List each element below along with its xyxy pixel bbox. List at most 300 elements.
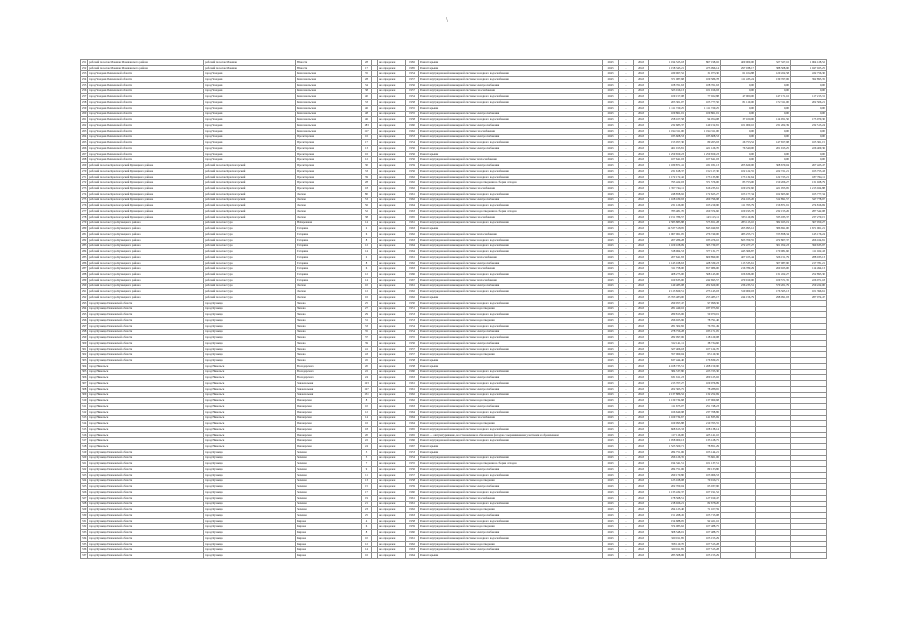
cell-year-end: 2043 xyxy=(634,272,649,278)
cell-dash: - xyxy=(619,151,634,157)
cell-total-cost: 320 011,85 xyxy=(649,547,686,553)
cell-settlement: город Чаадаев xyxy=(204,134,296,140)
cell-settlement: город Кузнецк xyxy=(204,358,296,364)
cell-cost-local: 222 721,21 xyxy=(756,168,791,174)
cell-year-start: 2043 xyxy=(603,157,619,163)
cell-cost-fund: 77 022,88 xyxy=(686,94,721,100)
cell-year-end: 2043 xyxy=(634,283,649,289)
cell-total-cost: 631 611,23 xyxy=(649,375,686,381)
cell-cost-subsidy: 470 910,00 xyxy=(721,277,756,283)
cell-municipality: город Никольск xyxy=(88,392,204,398)
cell-settlement: город Кузнецк xyxy=(204,455,296,461)
cell-house-number: 37 xyxy=(362,335,372,341)
cell-municipality: город Кузнецк Пензенской области xyxy=(88,472,204,478)
cell-year-end: 2043 xyxy=(634,501,649,507)
cell-house-number: 12 xyxy=(362,289,372,295)
cell-municipality: город Чаадаев Пензенской области xyxy=(88,105,204,111)
cell-work-type: Ремонт крыши xyxy=(419,60,603,66)
cell-dash: - xyxy=(619,105,634,111)
cell-total-cost: 207 286,28 xyxy=(649,237,686,243)
cell-row-number: 283 xyxy=(82,243,87,248)
cell-settlement: город Никольск xyxy=(204,363,296,369)
cell-year-built: 1962 xyxy=(406,180,419,186)
cell-street: Комсомольская xyxy=(296,100,362,106)
cell-dash: - xyxy=(619,329,634,335)
cell-dash: - xyxy=(619,427,634,433)
cell-year-end: 2043 xyxy=(634,472,649,478)
cell-dash: - xyxy=(619,283,634,289)
cell-year-end: 2043 xyxy=(634,180,649,186)
cell-house-number: 33 xyxy=(362,100,372,106)
cell-year-built: 1957 xyxy=(406,77,419,83)
cell-municipality: рабочий поселок Красногорский Кузнецкого района xyxy=(88,214,204,220)
cell-dash: - xyxy=(619,277,634,283)
cell-cost-owners: 288 933,13 xyxy=(791,254,827,260)
cell-series: не определен xyxy=(378,455,406,461)
cell-settlement: город Чаадаев xyxy=(204,111,296,117)
cell-year-end: 2043 xyxy=(634,427,649,433)
cell-row-number: 268 xyxy=(82,157,87,162)
cell-settlement: рабочий поселок Красногорский xyxy=(204,168,296,174)
cell-settlement: рабочий поселок Сура xyxy=(204,260,296,266)
cell-street: Лесная xyxy=(296,191,362,197)
cell-cost-owners: 165 361,15 xyxy=(791,140,827,146)
cell-total-cost: 169 093,88 xyxy=(649,421,686,427)
cell-row-number: 263 xyxy=(82,128,87,133)
cell-cost-fund: 140 152,81 xyxy=(686,123,721,129)
cell-series: не определен xyxy=(378,392,406,398)
cell-year-built: 1956 xyxy=(406,467,419,473)
cell-cost-owners: 347 778,97 xyxy=(791,197,827,203)
cell-house-number: 28 xyxy=(362,60,372,66)
cell-series: не определен xyxy=(378,117,406,123)
cell-cost-subsidy: 0,00 xyxy=(721,105,756,111)
cell-cost-owners: 232 513,24 xyxy=(791,123,827,129)
cell-year-start: 2043 xyxy=(603,369,619,375)
cell-year-end: 2043 xyxy=(634,461,649,467)
cell-cost-fund: 276 740,00 xyxy=(686,232,721,238)
cell-series: не определен xyxy=(378,530,406,536)
cell-street: Комсомольская xyxy=(296,94,362,100)
cell-settlement: город Чаадаев xyxy=(204,117,296,123)
cell-municipality: город Кузнецк Пензенской области xyxy=(88,495,204,501)
cell-dash: - xyxy=(619,180,634,186)
cell-row-number: 273 xyxy=(82,185,87,190)
cell-dash: - xyxy=(619,553,634,559)
cell-series: не определен xyxy=(378,283,406,289)
cell-work-type: Ремонт внутридомовой инженерной системы электроснабжения xyxy=(419,146,603,152)
cell-dash: - xyxy=(619,272,634,278)
cell-work-type: Ремонт внутридомовой инженерной системы электроснабжения xyxy=(419,197,603,203)
cell-year-end: 2043 xyxy=(634,363,649,369)
cell-year-built: 1958 xyxy=(406,363,419,369)
cell-year-built: 1950 xyxy=(406,300,419,306)
cell-year-built: 1954 xyxy=(406,94,419,100)
cell-cost-fund: 137 060,68 xyxy=(686,398,721,404)
cell-series: не определен xyxy=(378,226,406,232)
cell-year-end: 2043 xyxy=(634,140,649,146)
cell-cost-owners: 114 494,13 xyxy=(791,266,827,272)
cell-total-cost: 1 180 871,41 xyxy=(649,163,686,169)
cell-year-end: 2043 xyxy=(634,306,649,312)
cell-house-number: 12 xyxy=(362,272,372,278)
cell-settlement: рабочий поселок Красногорский xyxy=(204,209,296,215)
cell-series: не определен xyxy=(378,289,406,295)
cell-total-cost: 153 057,30 xyxy=(649,140,686,146)
cell-municipality: город Никольск xyxy=(88,404,204,410)
cell-municipality: рабочий поселок Сура Кузнецкого района xyxy=(88,249,204,255)
cell-year-start: 2043 xyxy=(603,306,619,312)
cell-cost-owners: 0,00 xyxy=(791,151,827,157)
cell-year-built: 1956 xyxy=(406,146,419,152)
cell-year-built: 1955 xyxy=(406,111,419,117)
cell-municipality: город Чаадаев Пензенской области xyxy=(88,71,204,77)
cell-total-cost: 283 508,06 xyxy=(649,553,686,559)
cell-house-number: 25 xyxy=(362,300,372,306)
cell-series: не определен xyxy=(378,478,406,484)
cell-house-number: 6 xyxy=(362,266,372,272)
cell-settlement: город Кузнецк xyxy=(204,490,296,496)
cell-municipality: город Кузнецк Пензенской области xyxy=(88,300,204,306)
cell-series: не определен xyxy=(378,323,406,329)
cell-year-built: 1963 xyxy=(406,209,419,215)
cell-dash: - xyxy=(619,220,634,226)
cell-settlement: рабочий поселок Сура xyxy=(204,266,296,272)
cell-total-cost: 281 449,16 xyxy=(649,306,686,312)
cell-year-end: 2043 xyxy=(634,134,649,140)
cell-municipality: город Кузнецк Пензенской области xyxy=(88,346,204,352)
cell-year-start: 2043 xyxy=(603,254,619,260)
cell-row-number: 275 xyxy=(82,197,87,202)
cell-total-cost: 1 172 172,42 xyxy=(649,174,686,180)
cell-dash: - xyxy=(619,191,634,197)
cell-total-cost: 1 058 000,13 xyxy=(649,438,686,444)
cell-series: не определен xyxy=(378,427,406,433)
cell-total-cost: 296 025,96 xyxy=(649,318,686,324)
cell-cost-owners: 1 064 128,52 xyxy=(791,60,827,66)
cell-street: Чехова xyxy=(296,300,362,306)
cell-row-number: 328 xyxy=(82,501,87,506)
cell-year-end: 2043 xyxy=(634,254,649,260)
cell-row-number: 327 xyxy=(82,495,87,500)
cell-cost-fund: 107 641,03 xyxy=(686,157,721,163)
cell-series: не определен xyxy=(378,140,406,146)
cell-dash: - xyxy=(619,392,634,398)
cell-total-cost: 327 406,18 xyxy=(649,346,686,352)
cell-work-type: Ремонт крыши xyxy=(419,105,603,111)
cell-municipality: город Чаадаев Пензенской области xyxy=(88,88,204,94)
cell-year-start: 2043 xyxy=(603,289,619,295)
cell-settlement: город Чаадаев xyxy=(204,105,296,111)
cell-cost-local: 298 991,03 xyxy=(756,295,791,301)
cell-total-cost: 1 168 180,93 xyxy=(649,197,686,203)
cell-year-start: 2043 xyxy=(603,100,619,106)
cell-settlement: город Никольск xyxy=(204,404,296,410)
cell-year-start: 2043 xyxy=(603,283,619,289)
cell-work-type: Ремонт внутридомовой инженерной системы холодного водоснабжения xyxy=(419,335,603,341)
cell-total-cost: 282 097,06 xyxy=(649,335,686,341)
cell-cost-local: 368 670,04 xyxy=(756,163,791,169)
cell-cost-local: 122 723,21 xyxy=(756,174,791,180)
cell-cost-owners: 252 893,30 xyxy=(791,272,827,278)
cell-cost-fund: 237 768,86 xyxy=(686,409,721,415)
cell-municipality: город Кузнецк Пензенской области xyxy=(88,318,204,324)
cell-municipality: город Никольск xyxy=(88,438,204,444)
cell-year-built: 1961 xyxy=(406,254,419,260)
cell-settlement: рабочий поселок Сура xyxy=(204,272,296,278)
cell-year-start: 2043 xyxy=(603,352,619,358)
cell-year-start: 2043 xyxy=(603,490,619,496)
cell-work-type: Ремонт крыши xyxy=(419,65,603,71)
cell-series: не определен xyxy=(378,461,406,467)
cell-row-number: 322 xyxy=(82,466,87,471)
cell-cost-subsidy: 483 253,71 xyxy=(721,232,756,238)
cell-street: Лесная xyxy=(296,203,362,209)
cell-municipality: рабочий поселок Сура Кузнецкого района xyxy=(88,243,204,249)
cell-settlement: город Кузнецк xyxy=(204,547,296,553)
cell-year-built: 1960 xyxy=(406,490,419,496)
cell-house-number: 127 xyxy=(362,386,372,392)
cell-dash: - xyxy=(619,335,634,341)
cell-row-number: 316 xyxy=(82,432,87,437)
cell-row-number: 332 xyxy=(82,524,87,529)
cell-year-built: 1967 xyxy=(406,444,419,450)
cell-year-end: 2043 xyxy=(634,386,649,392)
cell-street: Пролетарская xyxy=(296,186,362,192)
cell-municipality: город Кузнецк Пензенской области xyxy=(88,507,204,513)
cell-house-number: 9 xyxy=(362,467,372,473)
cell-series: не определен xyxy=(378,180,406,186)
cell-series: не определен xyxy=(378,553,406,559)
cell-total-cost: 795 422,03 xyxy=(649,180,686,186)
cell-settlement: рабочий поселок Сура xyxy=(204,254,296,260)
cell-year-built: 1959 xyxy=(406,524,419,530)
cell-municipality: город Чаадаев Пензенской области xyxy=(88,82,204,88)
cell-house-number: 80 xyxy=(362,191,372,197)
cell-row-number: 289 xyxy=(82,277,87,282)
cell-house-number: 5 xyxy=(362,455,372,461)
cell-year-start: 2043 xyxy=(603,415,619,421)
cell-series: не определен xyxy=(378,157,406,163)
cell-house-number: 14 xyxy=(362,415,372,421)
cell-street: Чехова xyxy=(296,318,362,324)
cell-municipality: город Кузнецк Пензенской области xyxy=(88,513,204,519)
cell-year-built: 1958 xyxy=(406,117,419,123)
cell-year-built: 1959 xyxy=(406,484,419,490)
cell-house-number: 123 xyxy=(362,381,372,387)
cell-cost-owners: 259 222,00 xyxy=(791,283,827,289)
cell-year-start: 2043 xyxy=(603,105,619,111)
cell-dash: - xyxy=(619,289,634,295)
cell-year-end: 2043 xyxy=(634,277,649,283)
cell-total-cost: 109 861,01 xyxy=(649,111,686,117)
cell-house-number: 35 xyxy=(362,71,372,77)
cell-series: не определен xyxy=(378,432,406,438)
cell-house-number: 17 xyxy=(362,65,372,71)
cell-work-type: Ремонт внутридомовой инженерной системы холодного водоснабжения xyxy=(419,323,603,329)
cell-dash: - xyxy=(619,111,634,117)
cell-total-cost: 218 926,21 xyxy=(649,501,686,507)
cell-year-end: 2043 xyxy=(634,495,649,501)
cell-cost-subsidy: 216 789,29 xyxy=(721,266,756,272)
cell-settlement: город Кузнецк xyxy=(204,323,296,329)
cell-series: не определен xyxy=(378,507,406,513)
cell-year-end: 2043 xyxy=(634,352,649,358)
cell-settlement: город Никольск xyxy=(204,375,296,381)
cell-year-start: 2043 xyxy=(603,249,619,255)
cell-year-end: 2043 xyxy=(634,128,649,134)
cell-total-cost: 160 635,00 xyxy=(649,277,686,283)
cell-series: не определен xyxy=(378,65,406,71)
cell-row-number: 334 xyxy=(82,535,87,540)
cell-total-cost: 284 751,06 xyxy=(649,467,686,473)
cell-cost-local: 386 691,00 xyxy=(756,226,791,232)
cell-total-cost: 117 116,00 xyxy=(649,432,686,438)
cell-year-end: 2043 xyxy=(634,318,649,324)
cell-municipality: город Кузнецк Пензенской области xyxy=(88,358,204,364)
cell-dash: - xyxy=(619,358,634,364)
cell-house-number: 39 xyxy=(362,174,372,180)
cell-street: Комсомольская xyxy=(296,77,362,83)
cell-cost-subsidy: 236 233,51 xyxy=(721,283,756,289)
cell-cost-fund: 185 608,53 xyxy=(686,134,721,140)
cell-cost-fund: 78 791,40 xyxy=(686,318,721,324)
cell-year-built: 1957 xyxy=(406,346,419,352)
cell-cost-fund: 73 661,06 xyxy=(686,455,721,461)
cell-year-end: 2043 xyxy=(634,541,649,547)
cell-year-start: 2043 xyxy=(603,277,619,283)
cell-cost-fund: 867 198,02 xyxy=(686,60,721,66)
cell-series: не определен xyxy=(378,518,406,524)
cell-municipality: город Кузнецк Пензенской области xyxy=(88,329,204,335)
cell-row-number: 264 xyxy=(82,134,87,139)
cell-cost-fund: 107 513,28 xyxy=(686,547,721,553)
cell-street: Зеленая xyxy=(296,467,362,473)
cell-municipality: город Чаадаев Пензенской области xyxy=(88,117,204,123)
cell-house-number: 4 xyxy=(362,518,372,524)
cell-cost-subsidy: 83 753,00 xyxy=(721,180,756,186)
cell-municipality: город Никольск xyxy=(88,432,204,438)
cell-municipality: город Кузнецк Пензенской области xyxy=(88,553,204,559)
cell-cost-local: 312 891,57 xyxy=(756,197,791,203)
cell-street: Кирова xyxy=(296,524,362,530)
cell-settlement: город Кузнецк xyxy=(204,478,296,484)
cell-total-cost: 311 758,00 xyxy=(649,266,686,272)
cell-street: Чехова xyxy=(296,312,362,318)
cell-series: не определен xyxy=(378,363,406,369)
cell-year-start: 2043 xyxy=(603,386,619,392)
cell-municipality: рабочий поселок Красногорский Кузнецкого района xyxy=(88,203,204,209)
cell-series: не определен xyxy=(378,352,406,358)
cell-year-built: 1954 xyxy=(406,455,419,461)
cell-street: Зеленая xyxy=(296,507,362,513)
cell-cost-subsidy: 823 700,55 xyxy=(721,237,756,243)
cell-work-type: Ремонт внутридомовой инженерной системы холодного водоснабжения xyxy=(419,455,603,461)
cell-cost-owners: 266 164,81 xyxy=(791,237,827,243)
cell-work-type: Ремонт внутридомовой инженерной системы электроснабжения xyxy=(419,547,603,553)
cell-year-start: 2043 xyxy=(603,117,619,123)
cell-settlement: город Кузнецк xyxy=(204,318,296,324)
cell-municipality: город Никольск xyxy=(88,363,204,369)
cell-dash: - xyxy=(619,295,634,301)
cell-cost-fund: 431 031,13 xyxy=(686,163,721,169)
cell-cost-fund: 172 625,27 xyxy=(686,191,721,197)
cell-year-start: 2043 xyxy=(603,392,619,398)
cell-series: не определен xyxy=(378,197,406,203)
cell-series: не определен xyxy=(378,300,406,306)
cell-row-number: 267 xyxy=(82,151,87,156)
cell-cost-local: 326 151,79 xyxy=(756,254,791,260)
cell-year-start: 2043 xyxy=(603,191,619,197)
cell-year-end: 2043 xyxy=(634,151,649,157)
cell-cost-subsidy: 0,00 xyxy=(721,157,756,163)
cell-row-number: 303 xyxy=(82,358,87,362)
cell-total-cost: 111 675,07 xyxy=(649,404,686,410)
cell-cost-fund: 105 777,50 xyxy=(686,100,721,106)
cell-house-number: 12 xyxy=(362,157,372,163)
cell-dash: - xyxy=(619,197,634,203)
cell-house-number: 46 xyxy=(362,117,372,123)
cell-series: не определен xyxy=(378,209,406,215)
cell-house-number: 183 xyxy=(362,123,372,129)
cell-settlement: город Кузнецк xyxy=(204,300,296,306)
cell-cost-subsidy: 205 620,00 xyxy=(721,163,756,169)
cell-total-cost: 357 060,04 xyxy=(649,352,686,358)
cell-total-cost: 1 158 343,21 xyxy=(649,65,686,71)
cell-cost-fund: 107 488,75 xyxy=(686,524,721,530)
cell-year-built: 1964 xyxy=(406,415,419,421)
cell-house-number: 18 xyxy=(362,186,372,192)
cell-year-built: 1965 xyxy=(406,214,419,220)
cell-cost-owners: 0,00 xyxy=(791,105,827,111)
cell-municipality: город Кузнецк Пензенской области xyxy=(88,449,204,455)
cell-street: Кирова xyxy=(296,541,362,547)
cell-year-end: 2043 xyxy=(634,518,649,524)
cell-dash: - xyxy=(619,547,634,553)
cell-municipality: город Кузнецк Пензенской области xyxy=(88,490,204,496)
cell-year-end: 2043 xyxy=(634,467,649,473)
cell-settlement: город Никольск xyxy=(204,369,296,375)
cell-total-cost: 374 083,62 xyxy=(649,524,686,530)
cell-cost-owners: 1 671 961,21 xyxy=(791,226,827,232)
cell-street: Пролетарская xyxy=(296,134,362,140)
cell-series: не определен xyxy=(378,203,406,209)
cell-row-number: 284 xyxy=(82,249,87,254)
cell-row-number: 291 xyxy=(82,289,87,294)
cell-total-cost: 2 151 786,57 xyxy=(649,214,686,220)
cell-street: Юности xyxy=(296,60,362,66)
cell-cost-owners: 0,00 xyxy=(791,82,827,88)
cell-street: Гагарина xyxy=(296,249,362,255)
cell-municipality: рабочий поселок Сура Кузнецкого района xyxy=(88,260,204,266)
cell-cost-local: 147 171,16 xyxy=(756,94,791,100)
cell-series: не определен xyxy=(378,535,406,541)
cell-year-start: 2043 xyxy=(603,151,619,157)
cell-cost-local: 176 565,13 xyxy=(756,289,791,295)
cell-series: не определен xyxy=(378,306,406,312)
cell-cost-fund: 183 171,05 xyxy=(686,329,721,335)
cell-municipality: город Кузнецк Пензенской области xyxy=(88,535,204,541)
cell-year-end: 2043 xyxy=(634,123,649,129)
cell-cost-fund: 450 374,60 xyxy=(686,209,721,215)
cell-year-end: 2043 xyxy=(634,375,649,381)
cell-house-number: 30 xyxy=(362,163,372,169)
cell-total-cost: 637 444,40 xyxy=(649,358,686,364)
cell-row-number: 296 xyxy=(82,317,87,322)
cell-year-start: 2043 xyxy=(603,65,619,71)
cell-year-end: 2043 xyxy=(634,157,649,163)
cell-house-number: 117 xyxy=(362,128,372,134)
